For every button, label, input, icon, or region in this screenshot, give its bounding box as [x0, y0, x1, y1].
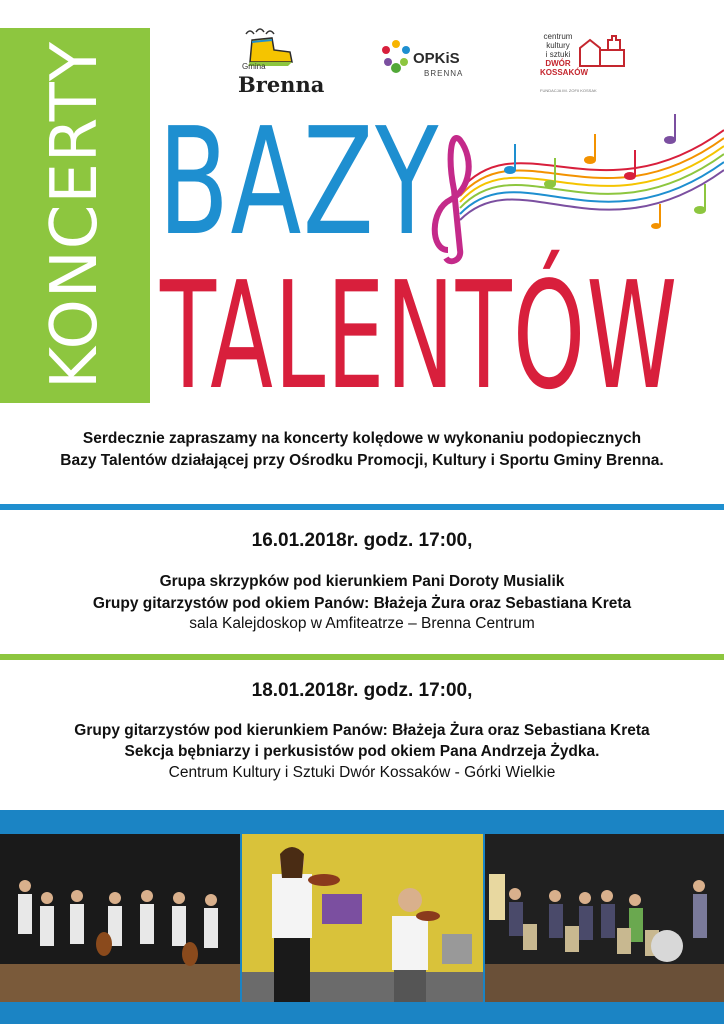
opkis-name: OPKiS [413, 50, 460, 67]
manor-icon [578, 32, 626, 68]
title-line-1: BAZY [158, 96, 440, 268]
event-1-venue: sala Kalejdoskop w Amfiteatrze – Brenna Centrum [189, 615, 535, 632]
event-1-date: 16.01.2018r. godz. 17:00, [251, 530, 473, 551]
divider-green [0, 654, 724, 660]
kossakow-line-5: KOSSAKÓW [540, 68, 588, 77]
title-line-2: TALENTÓW [160, 250, 679, 422]
kossakow-logo [540, 32, 630, 100]
kossakow-text [540, 32, 588, 77]
intro-line-1: Serdecznie zapraszamy na koncerty kolędowe w wykonaniu podopiecznych [82, 430, 642, 447]
kossakow-foot: FUNDACJA IM. ZOFII KOSSAK [540, 88, 597, 93]
kossakow-line-3: i sztuki [545, 50, 571, 59]
brenna-name: Brenna [238, 72, 325, 97]
opkis-logo [380, 38, 480, 88]
photo-drummers [485, 834, 724, 1002]
side-banner [0, 28, 150, 403]
music-notes-decoration [420, 100, 724, 270]
photo-violin-players [242, 834, 483, 1002]
event-2-venue: Centrum Kultury i Sztuki Dwór Kossaków - Górki Wielkie [168, 764, 556, 781]
divider-blue [0, 504, 724, 510]
event-2-date: 18.01.2018r. godz. 17:00, [251, 680, 473, 701]
gmina-brenna-logo [238, 28, 325, 97]
kossakow-line-2: kultury [546, 41, 570, 50]
brenna-small-text: Gmina [242, 62, 266, 71]
opkis-sub: BRENNA [424, 69, 464, 78]
intro-text [0, 428, 724, 472]
kossakow-line-4: DWÓR [545, 59, 571, 68]
photo-guitar-group [0, 834, 240, 1002]
side-word: KONCERTY [38, 41, 112, 389]
event-1-line-1: Grupa skrzypków pod kierunkiem Pani Doroty Musialik [159, 573, 565, 590]
flower-icon [380, 38, 412, 82]
kossakow-line-1: centrum [543, 32, 573, 41]
event-1-line-2: Grupy gitarzystów pod okiem Panów: Błażeja Żura oraz Sebastiana Kreta [92, 595, 632, 612]
intro-line-2: Bazy Talentów działającej przy Ośrodku Promocji, Kultury i Sportu Gminy Brenna. [60, 452, 664, 469]
photo-band [0, 810, 724, 1024]
event-2-line-1: Grupy gitarzystów pod kierunkiem Panów: Błażeja Żura oraz Sebastiana Kreta [74, 722, 650, 739]
event-2-line-2: Sekcja bębniarzy i perkusistów pod okiem Pana Andrzeja Żydka. [124, 743, 600, 760]
